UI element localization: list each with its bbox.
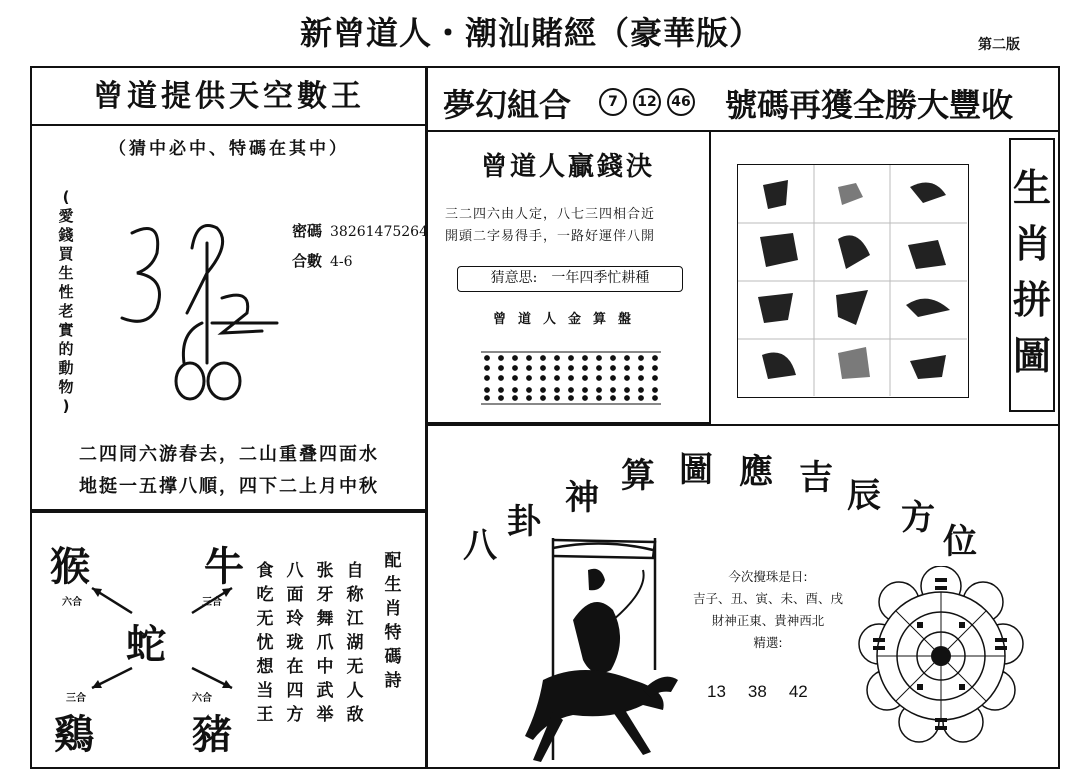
relation-label: 三合 [202,597,222,608]
bagua-heading-char: 吉 [799,458,833,498]
poem-line-1: 二四同六游春去，二山重叠四面水 [79,444,379,465]
puzzle-title-char: 生 [1012,166,1051,210]
abacus-icon [481,338,661,408]
poem-char: 无 [256,609,274,629]
poem-column [382,549,404,693]
poem-line-2: 地挺一五撑八順，四下二上月中秋 [79,476,379,497]
riddle-char: 老 [58,302,74,320]
poem-char: 敌 [346,705,364,725]
poem-char: 八 [286,561,304,581]
zodiac-monkey: 猴 [50,544,90,590]
puzzle-title-char: 肖 [1012,222,1051,266]
poem-char: 四 [286,681,304,701]
draw-info [673,566,863,654]
bagua-wheel-icon [857,566,1025,746]
bagua-heading-char: 圖 [679,450,713,490]
poem-char: 当 [256,681,274,701]
poem-char: 面 [286,585,304,605]
zodiac-poem-panel [30,511,428,769]
picked-numbers [707,682,830,702]
poem-column [344,559,366,727]
poem-char: 生 [384,575,402,595]
sum-value: 4-6 [330,254,353,270]
bagua-panel [427,424,1058,767]
verse-line: 三二四六由人定，八七三四相合近 [445,207,656,222]
riddle-char: ) [62,397,70,415]
zodiac-ox: 牛 [204,544,244,590]
bagua-heading-char: 方 [901,498,935,538]
edition-label: 第二版 [978,37,1020,53]
relation-label: 六合 [62,597,82,608]
zodiac-puzzle-grid [737,164,969,398]
win-formula-verse [445,204,695,248]
riddle-char: 愛 [58,207,74,225]
zodiac-pig: 豬 [192,712,232,758]
zodiac-puzzle-title [1011,160,1053,384]
poem-char: 中 [316,657,334,677]
poem-char: 詩 [384,671,402,691]
poem-char: 举 [316,705,334,725]
number-ball: 7 [599,88,627,116]
poem-char: 无 [346,657,364,677]
abacus-title: 曾道人金算盤 [492,312,643,327]
poem-char: 张 [316,561,334,581]
poem-char: 称 [346,585,364,605]
draw-lucky-hours: 吉子、丑、寅、未、酉、戌 [692,591,843,606]
poem-char: 特 [384,623,402,643]
riddle-char: 性 [58,283,74,301]
sum-label: 合數 [292,252,323,270]
win-formula-title: 曾道人贏錢決 [480,152,655,182]
win-formula-panel [427,132,711,424]
poem-char: 珑 [286,633,304,653]
poem-column [254,559,276,727]
bagua-heading-char: 神 [565,478,599,518]
riddle-char: 動 [58,359,74,377]
poem-column [284,559,306,727]
poem-char: 在 [286,657,304,677]
poem-char: 想 [256,657,274,677]
poem-column [314,559,336,727]
poem-char: 食 [256,561,274,581]
warrior-horse-illustration [493,530,683,765]
verse-line: 開頭二字易得手，一路好運伴八開 [445,229,656,244]
riddle-char: 生 [58,264,74,282]
relation-label: 六合 [192,693,212,704]
picked-number: 42 [788,682,808,701]
poem-char: 肖 [384,599,402,619]
code-row [292,220,428,241]
riddle-char: 物 [58,378,74,396]
sum-row [292,250,353,271]
poem-char: 碼 [384,647,402,667]
riddle-char: 實 [58,321,74,339]
banner-right-text: 號碼再獲全勝大豐收 [725,86,1014,124]
guess-meaning-box: 猜意思: 一年四季忙耕種 [457,266,683,292]
draw-pick-label: 精選: [753,635,783,650]
poem-char: 舞 [316,609,334,629]
dream-combo-banner [427,68,1058,132]
poem-char: 玲 [286,609,304,629]
bagua-heading-char: 卦 [507,502,541,542]
poem-char: 爪 [316,633,334,653]
right-panel [425,66,1060,769]
bagua-heading-char: 辰 [847,476,881,516]
picked-number: 38 [747,682,767,701]
poem-char: 吃 [256,585,274,605]
poem-char: 忧 [256,633,274,653]
poem-char: 方 [286,705,304,725]
poem-char: 自 [346,561,364,581]
bagua-heading-char: 應 [739,452,773,492]
masthead-title: 新曾道人・潮汕賭經（豪華版） [300,14,763,52]
banner-left-text: 夢幻組合 [443,86,572,124]
riddle-char: ( [62,188,70,206]
zodiac-snake: 蛇 [126,622,166,668]
puzzle-title-char: 圖 [1012,334,1051,378]
relation-label: 三合 [66,693,86,704]
riddle-char: 錢 [58,226,74,244]
zodiac-puzzle-pieces [738,165,967,396]
picked-number: 13 [707,682,726,701]
tianwang-panel [30,66,428,511]
poem-char: 湖 [346,633,364,653]
riddle-char: 的 [58,340,74,358]
number-ball: 12 [633,88,661,116]
poem-char: 配 [384,551,402,571]
bagua-heading-char: 八 [463,526,497,566]
code-label: 密碼 [292,222,323,240]
zodiac-puzzle-title-box [1009,138,1055,412]
tianwang-subtitle: （猜中必中、特碼在其中） [109,139,349,159]
tianwang-title: 曾道提供天空數王 [32,68,426,126]
bagua-heading-char: 算 [621,456,655,496]
riddle-char: 買 [58,245,74,263]
poem-char: 人 [346,681,364,701]
zodiac-rooster: 鷄 [54,712,94,758]
poem-char: 王 [256,705,274,725]
draw-label: 今次攪珠是日: [728,569,808,584]
number-ball: 46 [667,88,695,116]
bagua-heading-char: 位 [943,522,977,562]
puzzle-title-char: 拼 [1012,278,1051,322]
riddle-vertical [52,188,80,416]
poem-char: 牙 [316,585,334,605]
handwritten-numbers-drawing [112,213,282,413]
poem-char: 武 [316,681,334,701]
code-value: 38261475264 [330,224,428,240]
draw-gods: 財神正東、貴神西北 [711,613,825,628]
poem-char: 江 [346,609,364,629]
